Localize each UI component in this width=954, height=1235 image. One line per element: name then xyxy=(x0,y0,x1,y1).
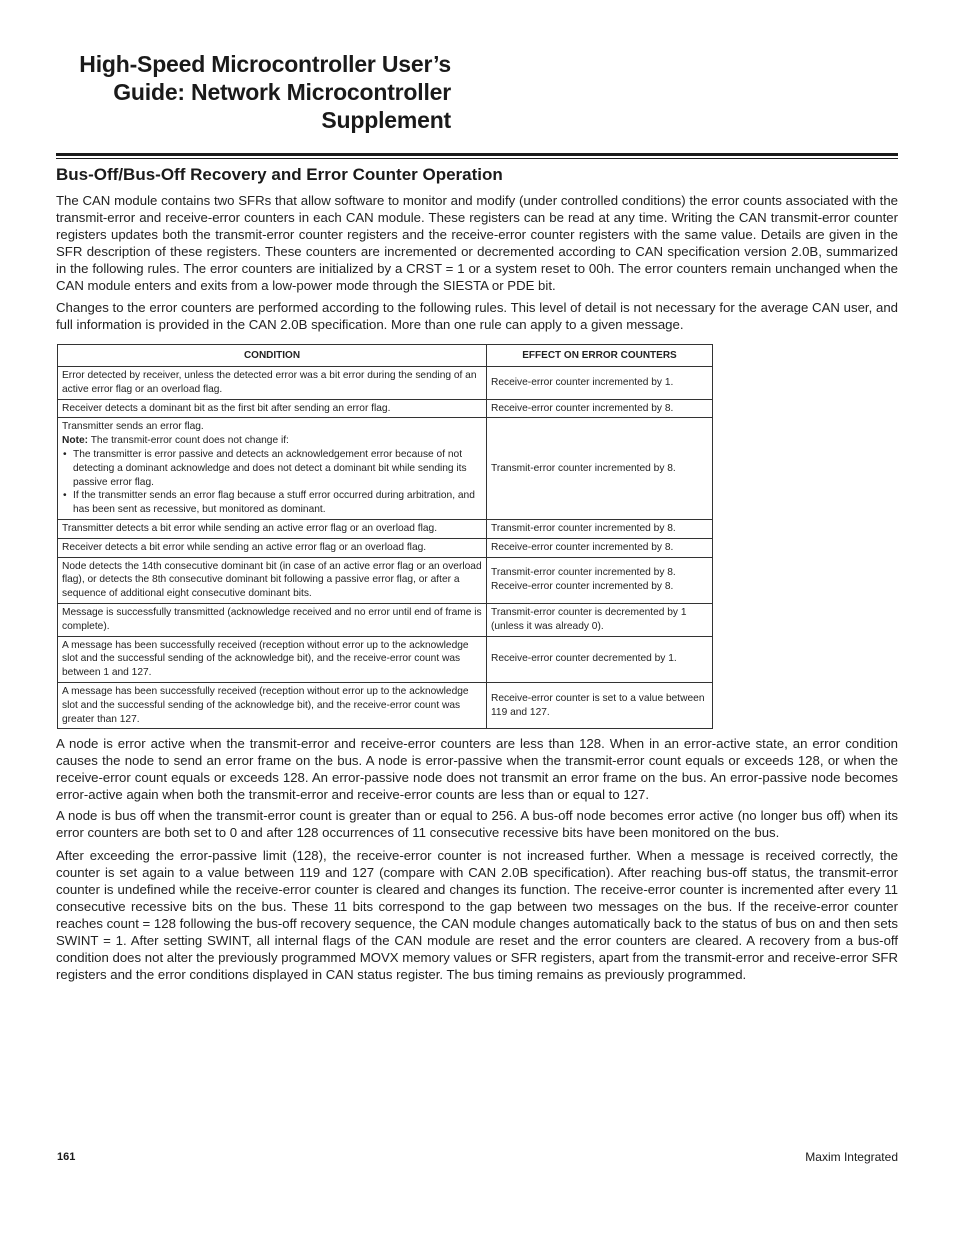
section-heading: Bus-Off/Bus-Off Recovery and Error Counter Operation xyxy=(56,165,503,184)
table-row xyxy=(58,519,713,538)
table-row xyxy=(58,682,713,728)
condition-cell: Receiver detects a dominant bit as the first bit after sending an error flag. xyxy=(58,399,487,418)
body-paragraph: The CAN module contains two SFRs that allow software to monitor and modify (under controlled conditions) the error counts associated with the transmit-error and receive-error counters in each CAN module. These registers can be read at any time. Writing the CAN transmit-error counter registers updates both the transmit-error counter registers and the receive-error counter registers with the same value. Details are given in the SFR description of these registers. These counters are incremented or decremented according to CAN specification version 2.0B, summarized in the following rules. The error counters are initialized by a CRST = 1 or a system reset to 00h. The error counters remain unchanged when the CAN module enters and exits from a low-power mode through the SIESTA or PDE bit. xyxy=(56,193,898,293)
effect-cell: Transmit-error counter is decremented by 1 (unless it was already 0). xyxy=(487,603,713,636)
title-line: High-Speed Microcontroller User’s xyxy=(79,51,451,77)
company-name: Maxim Integrated xyxy=(805,1150,898,1164)
table-row xyxy=(58,636,713,682)
body-paragraph: A node is bus off when the transmit-error count is greater than or equal to 256. A bus-off node becomes error active (no longer bus off) when its error counters are both set to 0 and after 128 occurrences of 11 consecutive recessive bits have been monitored on the bus. xyxy=(56,808,898,840)
effect-line: Transmit-error counter incremented by 8. xyxy=(491,567,676,579)
heading-rule-thick xyxy=(56,153,898,156)
title-line: Supplement xyxy=(321,107,451,133)
document-title xyxy=(40,50,451,134)
condition-cell: Message is successfully transmitted (acknowledge received and no error until end of frame is complete). xyxy=(58,603,487,636)
error-counter-rules-table xyxy=(57,344,713,729)
condition-cell: Node detects the 14th consecutive dominant bit (in case of an active error flag or an overload flag), or detects the 8th consecutive dominant bit following a passive error flag, or after a sequence of additional eight consecutive dominant bits. xyxy=(58,557,487,603)
condition-text: Transmitter sends an error flag. xyxy=(62,421,204,433)
condition-cell: Error detected by receiver, unless the detected error was a bit error during the sending of an active error flag or an overload flag. xyxy=(58,367,487,400)
table-row xyxy=(58,418,713,520)
condition-cell: A message has been successfully received (reception without error up to the acknowledge slot and the successful sending of the acknowledge bit), and the receive-error count was between 1 and 127. xyxy=(58,636,487,682)
effect-cell: Receive-error counter incremented by 8. xyxy=(487,538,713,557)
bullet-item: • If the transmitter sends an error flag because a stuff error occurred during arbitration, and has been sent as recessive, but monitored as dominant. xyxy=(62,489,482,517)
title-line: Guide: Network Microcontroller xyxy=(113,79,451,105)
effect-cell: Transmit-error counter incremented by 8. xyxy=(487,519,713,538)
effect-cell: Receive-error counter incremented by 8. xyxy=(487,399,713,418)
effect-cell: Transmit-error counter incremented by 8. xyxy=(487,418,713,520)
effect-cell xyxy=(487,557,713,603)
condition-note xyxy=(62,434,482,448)
page-number: 161 xyxy=(57,1151,76,1163)
note-label: Note: xyxy=(62,435,89,447)
table-header-row xyxy=(58,345,713,367)
column-header-effect: EFFECT ON ERROR COUNTERS xyxy=(487,345,713,367)
effect-cell: Receive-error counter incremented by 1. xyxy=(487,367,713,400)
body-paragraph: After exceeding the error-passive limit (128), the receive-error counter is not increased further. When a message is received correctly, the counter is set again to a value between 119 and 127 (compare with CAN 2.0B specification). After reaching bus-off status, the transmit-error counter is undefined while the receive-error counter is cleared and changes its function. The receive-error counter is incremented after every 11 consecutive recessive bits on the bus. These 11 bits correspond to the gap between two messages on the bus. If the receive-error counter reaches count = 128 following the bus-off recovery sequence, the CAN module changes automatically back to the status of bus on and then sets SWINT = 1. After setting SWINT, all internal flags of the CAN module are reset and the error counters are cleared. A recovery from a bus-off condition does not alter the previously programmed MOVX memory values or SFR registers, apart from the transmit-error and receive-error SFR registers and the error conditions displayed in CAN status register. The bus timing remains as previously programmed. xyxy=(56,848,898,982)
condition-cell: A message has been successfully received (reception without error up to the acknowledge slot and the successful sending of the acknowledge bit), and the receive-error count was greater than 127. xyxy=(58,682,487,728)
condition-cell: Transmitter detects a bit error while sending an active error flag or an overload flag. xyxy=(58,519,487,538)
table-row xyxy=(58,538,713,557)
table-row xyxy=(58,399,713,418)
table-row xyxy=(58,557,713,603)
condition-bullet-list xyxy=(62,448,482,517)
table-row xyxy=(58,603,713,636)
effect-cell: Receive-error counter is set to a value between 119 and 127. xyxy=(487,682,713,728)
bullet-item: • The transmitter is error passive and detects an acknowledgement error because of not detecting a dominant acknowledge and does not detect a dominant bit while sending its passive error flag. xyxy=(62,448,482,489)
table-row xyxy=(58,367,713,400)
column-header-condition: CONDITION xyxy=(58,345,487,367)
body-paragraph: A node is error active when the transmit-error and receive-error counters are less than 128. When in an error-active state, an error condition causes the node to send an error frame on the bus. A node is error-passive when the transmit-error count equals or exceeds 128, or when the receive-error count equals or exceeds 128. An error-passive node does not transmit an error frame on the bus. An error-passive node becomes error-active again when both the transmit-error and receive-error counts are less than or equal to 127. xyxy=(56,736,898,802)
effect-line: Receive-error counter incremented by 8. xyxy=(491,581,674,593)
condition-cell: Receiver detects a bit error while sending an active error flag or an overload flag. xyxy=(58,538,487,557)
effect-cell: Receive-error counter decremented by 1. xyxy=(487,636,713,682)
heading-rule-thin xyxy=(56,158,898,159)
body-paragraph: Changes to the error counters are performed according to the following rules. This level of detail is not necessary for the average CAN user, and full information is provided in the CAN 2.0B specification. More than one rule can apply to a given message. xyxy=(56,300,898,332)
note-text: The transmit-error count does not change if: xyxy=(90,435,289,447)
condition-cell xyxy=(58,418,487,520)
